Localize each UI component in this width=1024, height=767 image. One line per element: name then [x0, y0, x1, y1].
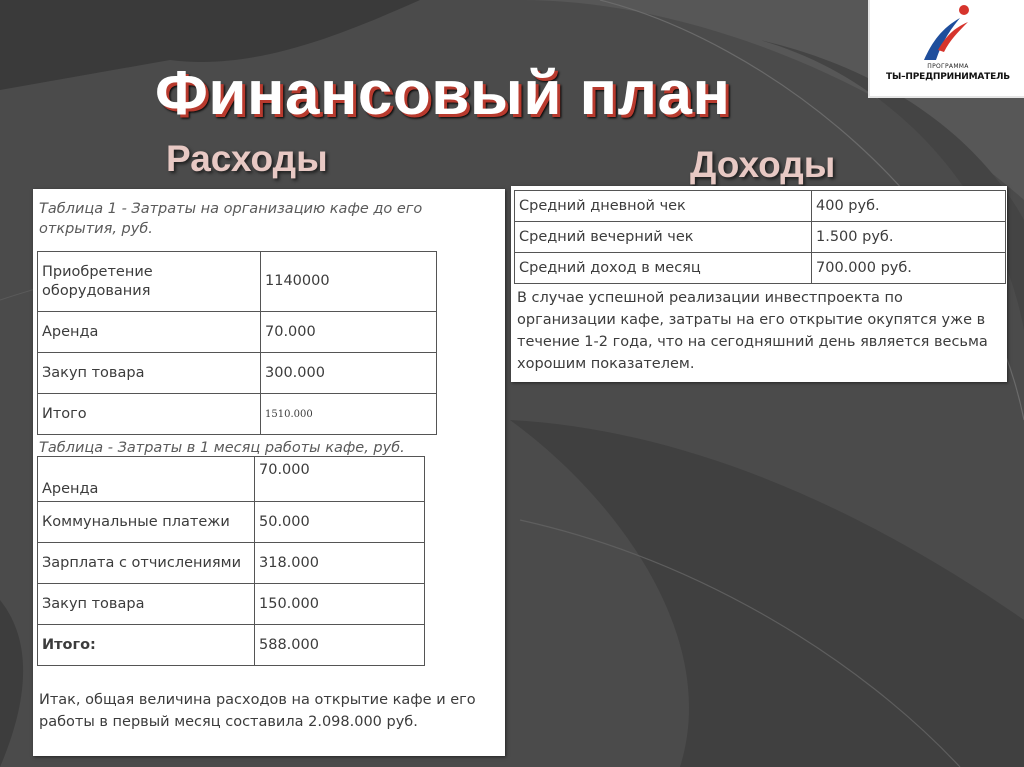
- cell-label: Итого:: [38, 625, 255, 666]
- table-row: [38, 394, 437, 435]
- payback-note: В случае успешной реализации инвестпроекта по организации кафе, затраты на его открытие окупятся уже в течение 1-2 года, что на сегодняшний день является весьма хорошим показателем.: [517, 290, 988, 372]
- program-logo: [868, 0, 1024, 98]
- cell-label: Приобретение оборудования: [38, 252, 261, 312]
- income-table: [514, 190, 1006, 284]
- cell-label: Закуп товара: [38, 353, 261, 394]
- cell-value: 150.000: [255, 584, 425, 625]
- table-row: [38, 543, 425, 584]
- cell-label: Средний доход в месяц: [515, 253, 812, 284]
- table-row: [38, 625, 425, 666]
- expenses-document: [33, 189, 505, 756]
- cell-label: Средний вечерний чек: [515, 222, 812, 253]
- table1-startup-costs: [37, 251, 437, 435]
- table1-caption: Таблица 1 - Затраты на организацию кафе до его открытия, руб.: [39, 201, 423, 237]
- table-row: [38, 353, 437, 394]
- table-row: [38, 584, 425, 625]
- expenses-heading: Расходы: [166, 138, 328, 179]
- cell-label: Средний дневной чек: [515, 191, 812, 222]
- cell-value: 400 руб.: [812, 191, 1006, 222]
- table-row: [515, 253, 1006, 284]
- cell-label: Итого: [38, 394, 261, 435]
- cell-value: 300.000: [261, 353, 437, 394]
- cell-label: Коммунальные платежи: [38, 502, 255, 543]
- logo-name: ТЫ–ПРЕДПРИНИМАТЕЛЬ: [886, 72, 1010, 82]
- runner-icon: [920, 2, 976, 64]
- cell-value: 1.500 руб.: [812, 222, 1006, 253]
- cell-value: 588.000: [255, 625, 425, 666]
- page-title: Финансовый план: [155, 59, 731, 128]
- cell-value: 1140000: [261, 252, 437, 312]
- expenses-summary: Итак, общая величина расходов на открытие кафе и его работы в первый месяц составила 2.098.000 руб.: [39, 692, 476, 730]
- cell-label: Зарплата с отчислениями: [38, 543, 255, 584]
- cell-value: 318.000: [255, 543, 425, 584]
- cell-value: 70.000: [261, 312, 437, 353]
- income-document: [511, 186, 1007, 382]
- table-row: [38, 457, 425, 502]
- table-row: [38, 312, 437, 353]
- table-row: [38, 502, 425, 543]
- cell-value: 50.000: [255, 502, 425, 543]
- income-heading: Доходы: [690, 144, 836, 185]
- logo-small-text: ПРОГРАММА: [927, 63, 969, 70]
- table2-caption: Таблица - Затраты в 1 месяц работы кафе, руб.: [39, 440, 405, 456]
- table2-monthly-costs: [37, 456, 425, 666]
- cell-value: 1510.000: [261, 394, 437, 435]
- cell-label: Закуп товара: [38, 584, 255, 625]
- cell-label: Аренда: [38, 457, 255, 502]
- table-row: [515, 222, 1006, 253]
- cell-value: 70.000: [255, 457, 425, 502]
- cell-label: Аренда: [38, 312, 261, 353]
- table-row: [38, 252, 437, 312]
- table-row: [515, 191, 1006, 222]
- cell-value: 700.000 руб.: [812, 253, 1006, 284]
